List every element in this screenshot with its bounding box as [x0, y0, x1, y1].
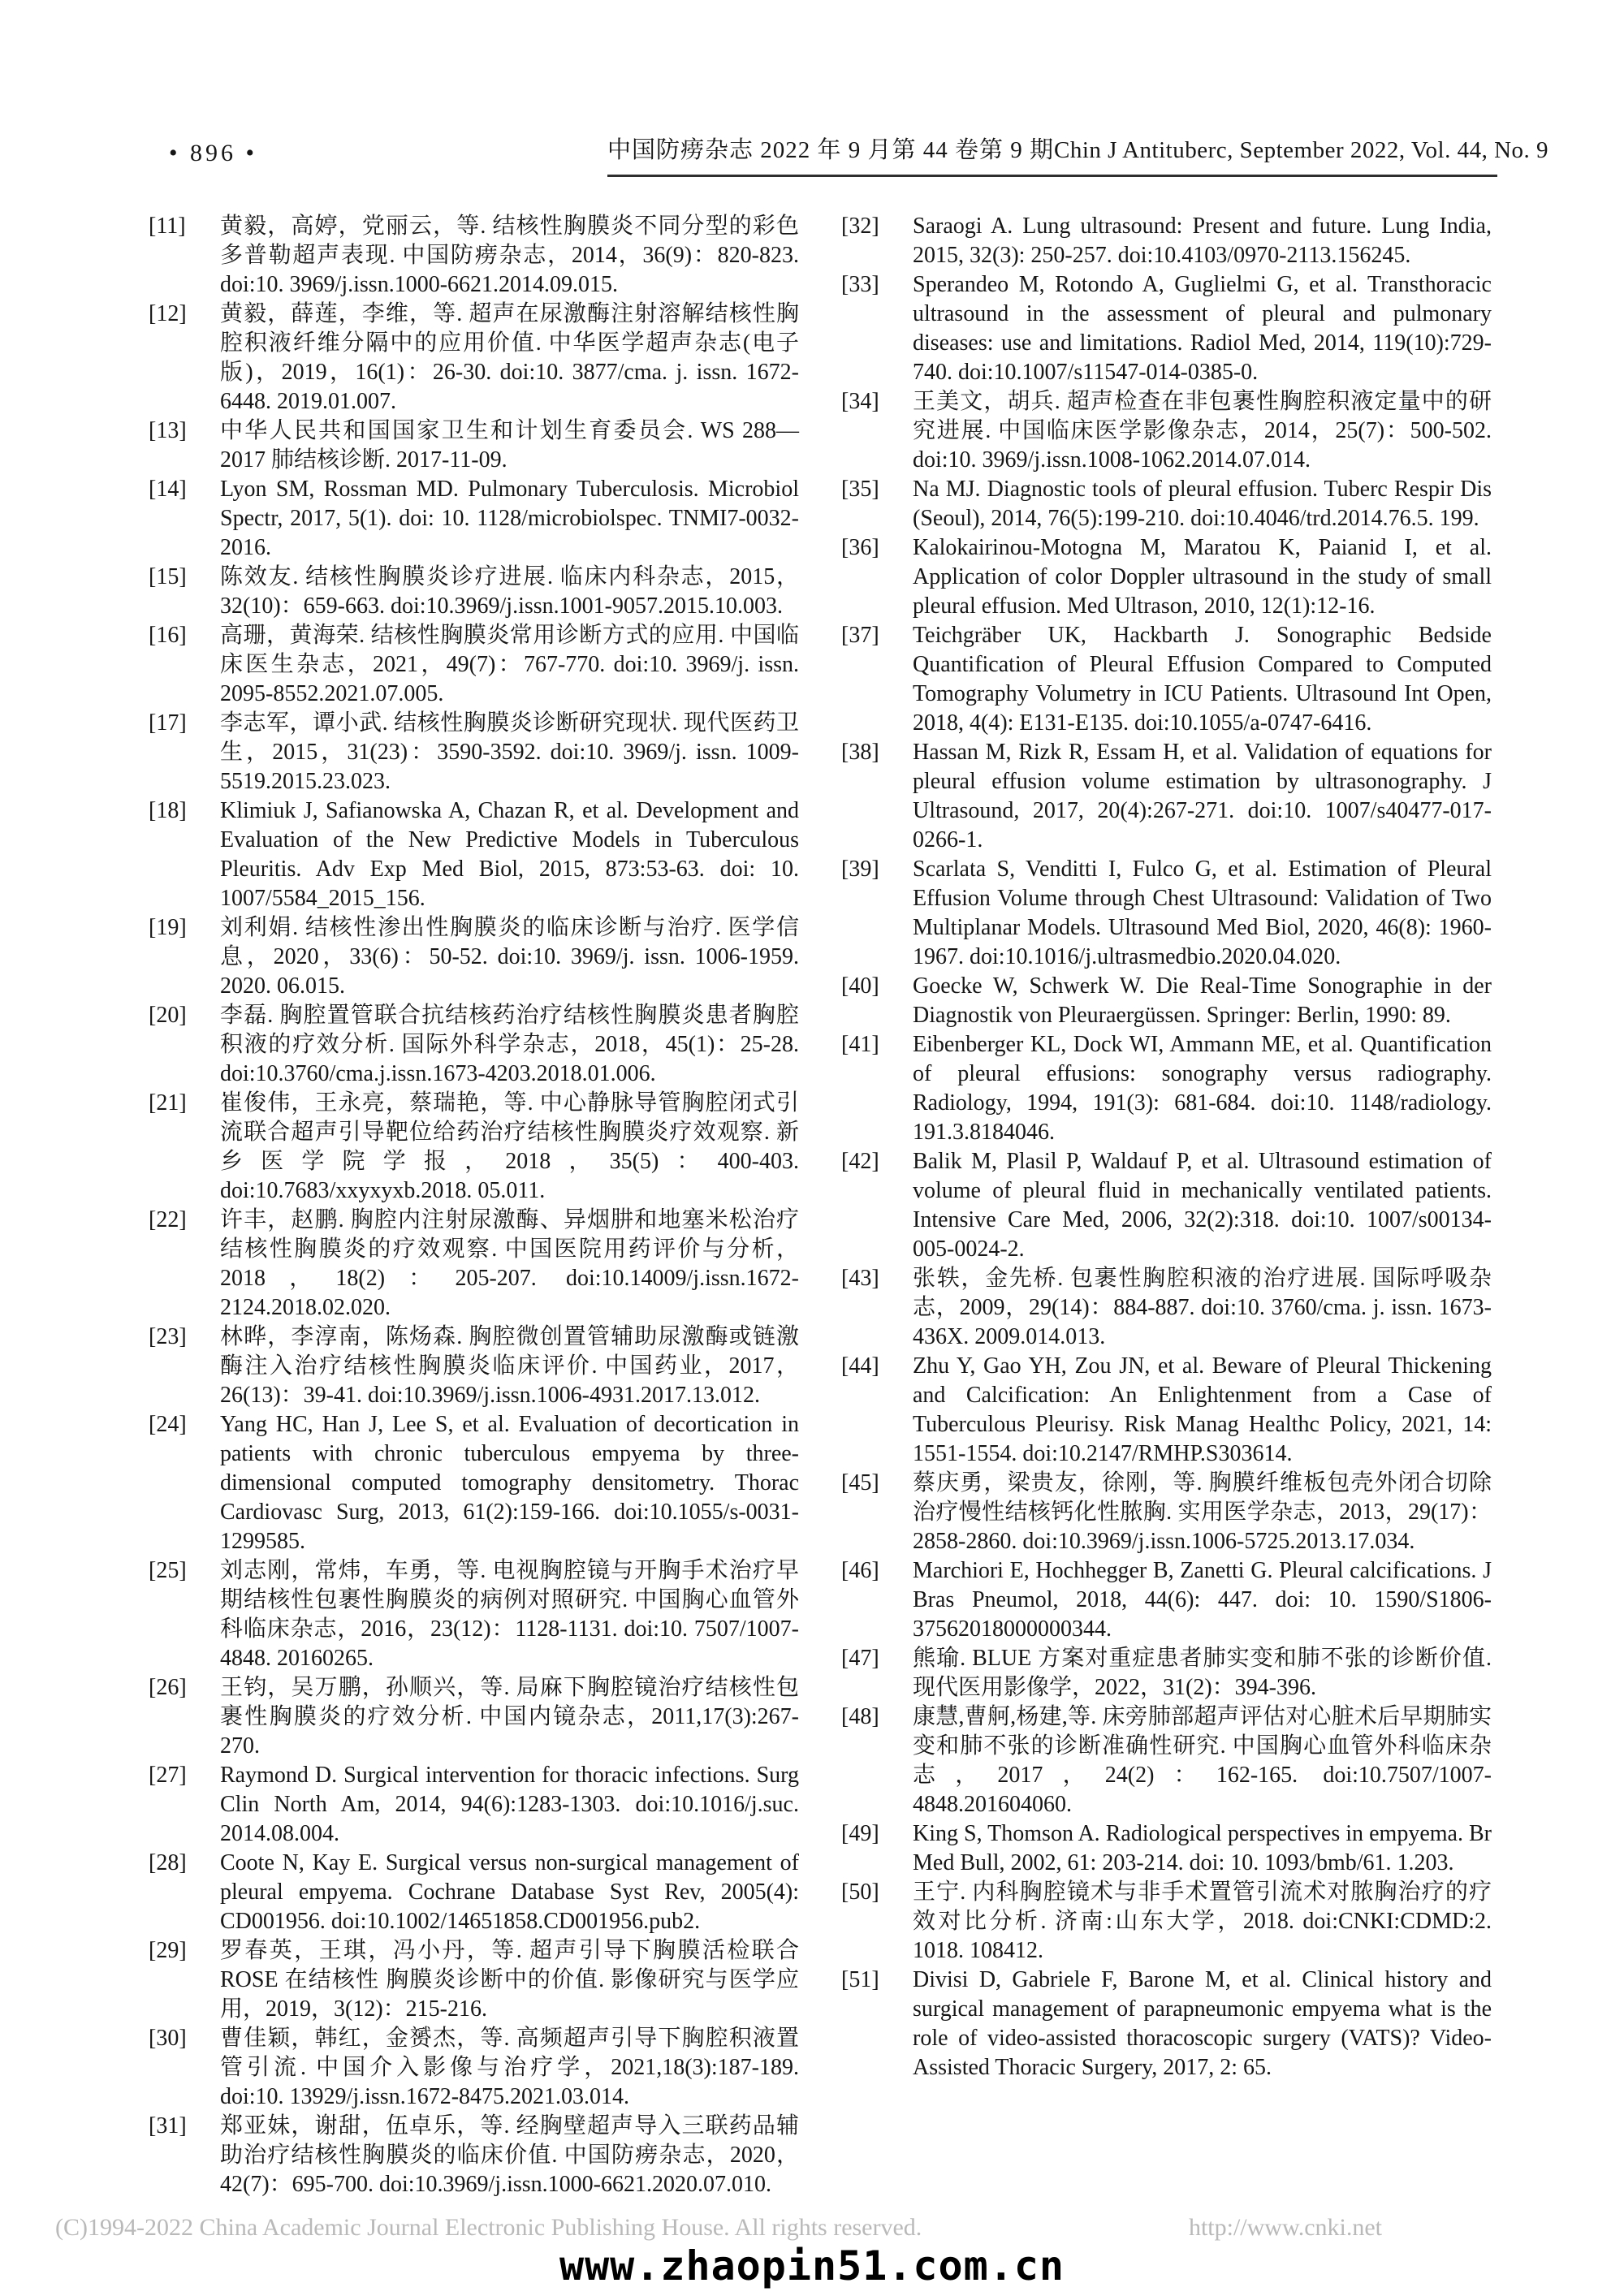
- reference-item: [149, 212, 799, 300]
- reference-text: 刘利娟. 结核性渗出性胸膜炎的临床诊断与治疗. 医学信息，2020，33(6)：50-52. doi:10. 3969/j. issn. 1006-1959. 2020. 06.015.: [220, 915, 799, 999]
- reference-text: Divisi D, Gabriele F, Barone M, et al. Clinical history and surgical management of parapneumonic empyema what is the role of video-assisted thoracoscopic surgery (VATS)? Video-Assisted Thoracic Surgery, 2017, 2: 65.: [913, 1967, 1492, 2080]
- reference-number: [49]: [841, 1821, 879, 1846]
- reference-text: Hassan M, Rizk R, Essam H, et al. Validation of equations for pleural effusion volume estimation by ultrasonography. J Ultrasound, 2017, 20(4):267-271. doi:10. 1007/s40477-017-0266-1.: [913, 740, 1492, 852]
- reference-text: 王美文，胡兵. 超声检查在非包裹性胸腔积液定量中的研究进展. 中国临床医学影像杂志，2014，25(7)：500-502. doi:10. 3969/j.issn.1008-1062.2014.07.014.: [913, 389, 1492, 473]
- reference-text: 许丰，赵鹏. 胸腔内注射尿激酶、异烟肼和地塞米松治疗结核性胸膜炎的疗效观察. 中国医院用药评价与分析，2018，18(2)：205-207. doi:10.14009/j.issn.1672-2124.2018.02.020.: [220, 1207, 799, 1320]
- reference-item: [149, 1089, 799, 1206]
- reference-item: [841, 972, 1492, 1030]
- reference-item: [149, 796, 799, 913]
- reference-number: [47]: [841, 1646, 879, 1671]
- reference-number: [35]: [841, 477, 879, 502]
- reference-number: [34]: [841, 389, 879, 414]
- reference-text: Yang HC, Han J, Lee S, et al. Evaluation of decortication in patients with chronic tuberculous empyema by three-dimensional computed tomography densitometry. Thorac Cardiovasc Surg, 2013, 61(2):159-166. doi:10.1055/s-0031-1299585.: [220, 1412, 799, 1554]
- reference-number: [29]: [149, 1938, 187, 1963]
- reference-text: Raymond D. Surgical intervention for thoracic infections. Surg Clin North Am, 2014, 94(6):1283-1303. doi:10.1016/j.suc. 2014.08.004.: [220, 1763, 799, 1846]
- reference-number: [18]: [149, 798, 187, 823]
- reference-number: [45]: [841, 1470, 879, 1495]
- cnki-url: http://www.cnki.net: [1188, 2214, 1382, 2241]
- reference-number: [11]: [149, 214, 186, 239]
- reference-number: [33]: [841, 272, 879, 297]
- reference-number: [26]: [149, 1675, 187, 1700]
- reference-number: [27]: [149, 1763, 187, 1788]
- reference-text: Kalokairinou-Motogna M, Maratou K, Paianid I, et al. Application of color Doppler ultrasound in the study of small pleural effusion. Med Ultrason, 2010, 12(1):12-16.: [913, 535, 1492, 619]
- reference-item: [841, 475, 1492, 533]
- reference-text: 李磊. 胸腔置管联合抗结核药治疗结核性胸膜炎患者胸腔积液的疗效分析. 国际外科学杂志，2018，45(1)：25-28. doi:10.3760/cma.j.issn.1673-4203.2018.01.006.: [220, 1003, 799, 1086]
- reference-item: [149, 2024, 799, 2112]
- reference-item: [149, 300, 799, 416]
- reference-number: [39]: [841, 857, 879, 882]
- reference-number: [42]: [841, 1149, 879, 1174]
- reference-number: [31]: [149, 2113, 187, 2138]
- reference-text: 曹佳颖，韩红，金赟杰，等. 高频超声引导下胸腔积液置管引流. 中国介入影像与治疗学，2021,18(3):187-189. doi:10. 13929/j.issn.1672-8475.2021.03.014.: [220, 2026, 799, 2109]
- reference-item: [841, 1469, 1492, 1556]
- reference-text: Balik M, Plasil P, Waldauf P, et al. Ultrasound estimation of volume of pleural fluid in mechanically ventilated patients. Intensive Care Med, 2006, 32(2):318. doi:10. 1007/s00134-005-0024-2.: [913, 1149, 1492, 1262]
- reference-number: [43]: [841, 1266, 879, 1291]
- reference-text: Marchiori E, Hochhegger B, Zanetti G. Pleural calcifications. J Bras Pneumol, 2018, 44(6): 447. doi: 10. 1590/S1806-37562018000000344.: [913, 1558, 1492, 1642]
- reference-text: 陈效友. 结核性胸膜炎诊疗进展. 临床内科杂志，2015，32(10)：659-663. doi:10.3969/j.issn.1001-9057.2015.10.003.: [220, 564, 799, 619]
- reference-number: [19]: [149, 915, 187, 940]
- reference-item: [841, 1878, 1492, 1966]
- journal-title-en: Chin J Antituberc, September 2022, Vol. 44, No. 9: [1054, 137, 1549, 163]
- reference-number: [17]: [149, 710, 187, 736]
- references-column-left: [149, 212, 799, 2199]
- reference-item: [149, 563, 799, 621]
- reference-number: [44]: [841, 1353, 879, 1379]
- reference-number: [50]: [841, 1880, 879, 1905]
- copyright-text: (C)1994-2022 China Academic Journal Electronic Publishing House. All rights reserved.: [55, 2214, 922, 2241]
- reference-item: [149, 1410, 799, 1556]
- reference-item: [149, 1936, 799, 2024]
- reference-text: Na MJ. Diagnostic tools of pleural effusion. Tuberc Respir Dis (Seoul), 2014, 76(5):199-210. doi:10.4046/trd.2014.76.5. 199.: [913, 477, 1492, 531]
- reference-number: [36]: [841, 535, 879, 560]
- reference-text: 崔俊伟，王永亮，蔡瑞艳，等. 中心静脉导管胸腔闭式引流联合超声引导靶位给药治疗结核性胸膜炎疗效观察. 新乡医学院学报，2018，35(5)：400-403. doi:10.7683/xxyxyxb.2018. 05.011.: [220, 1090, 799, 1203]
- watermark-text: www.zhaopin51.com.cn: [559, 2242, 1065, 2290]
- reference-item: [149, 913, 799, 1001]
- page-number: • 896 •: [169, 140, 258, 166]
- reference-item: [149, 1761, 799, 1849]
- reference-number: [37]: [841, 623, 879, 648]
- reference-text: 黄毅，薛莲，李维，等. 超声在尿激酶注射溶解结核性胸腔积液纤维分隔中的应用价值. 中华医学超声杂志(电子版)，2019，16(1)：26-30. doi:10. 3877/cma. j. issn. 1672-6448. 2019.01.007.: [220, 301, 799, 414]
- reference-item: [841, 621, 1492, 738]
- reference-item: [841, 533, 1492, 621]
- reference-item: [149, 2112, 799, 2199]
- copyright-line: [55, 2214, 1382, 2242]
- reference-number: [48]: [841, 1704, 879, 1729]
- reference-item: [149, 1673, 799, 1761]
- reference-text: Zhu Y, Gao YH, Zou JN, et al. Beware of Pleural Thickening and Calcification: An Enlightenment from a Case of Tuberculous Pleurisy. Risk Manag Healthc Policy, 2021, 14: 1551-1554. doi:10.2147/RMHP.S303614.: [913, 1353, 1492, 1466]
- reference-number: [23]: [149, 1324, 187, 1349]
- reference-text: 康慧,曹舸,杨建,等. 床旁肺部超声评估对心脏术后早期肺实变和肺不张的诊断准确性研究. 中国胸心血管外科临床杂志，2017，24(2)：162-165. doi:10.7507/1007-4848.201604060.: [913, 1704, 1492, 1817]
- reference-text: Lyon SM, Rossman MD. Pulmonary Tuberculosis. Microbiol Spectr, 2017, 5(1). doi: 10. 1128/microbiolspec. TNMI7-0032-2016.: [220, 477, 799, 560]
- references-section: [149, 212, 1492, 2199]
- reference-text: 中华人民共和国国家卫生和计划生育委员会. WS 288—2017 肺结核诊断. 2017-11-09.: [220, 418, 799, 473]
- reference-item: [841, 1147, 1492, 1264]
- reference-item: [149, 1849, 799, 1936]
- reference-item: [149, 475, 799, 563]
- reference-number: [30]: [149, 2026, 187, 2051]
- reference-item: [841, 1703, 1492, 1819]
- reference-item: [149, 1206, 799, 1323]
- reference-item: [841, 1556, 1492, 1644]
- reference-text: Goecke W, Schwerk W. Die Real-Time Sonographie in der Diagnostik von Pleuraergüssen. Springer: Berlin, 1990: 89.: [913, 973, 1492, 1028]
- reference-number: [28]: [149, 1850, 187, 1875]
- reference-item: [149, 1001, 799, 1089]
- reference-item: [841, 1644, 1492, 1703]
- reference-text: 李志军，谭小武. 结核性胸膜炎诊断研究现状. 现代医药卫生，2015，31(23)：3590-3592. doi:10. 3969/j. issn. 1009-5519.2015.23.023.: [220, 710, 799, 794]
- reference-item: [841, 738, 1492, 855]
- reference-item: [841, 387, 1492, 475]
- reference-number: [16]: [149, 623, 187, 648]
- reference-text: 张轶，金先桥. 包裹性胸腔积液的治疗进展. 国际呼吸杂志，2009，29(14)：884-887. doi:10. 3760/cma. j. issn. 1673-436X. 2009.014.013.: [913, 1266, 1492, 1349]
- reference-number: [25]: [149, 1558, 187, 1583]
- journal-header-line: [607, 132, 1549, 177]
- reference-item: [149, 1323, 799, 1410]
- reference-number: [24]: [149, 1412, 187, 1437]
- reference-number: [15]: [149, 564, 187, 589]
- reference-number: [38]: [841, 740, 879, 765]
- reference-text: 王宁. 内科胸腔镜术与非手术置管引流术对脓胸治疗的疗效对比分析. 济南:山东大学，2018. doi:CNKI:CDMD:2. 1018. 108412.: [913, 1880, 1492, 1963]
- reference-text: 郑亚妹，谢甜，伍卓乐，等. 经胸壁超声导入三联药品辅助治疗结核性胸膜炎的临床价值. 中国防痨杂志，2020，42(7)：695-700. doi:10.3969/j.issn.1000-6621.2020.07.010.: [220, 2113, 799, 2197]
- reference-number: [14]: [149, 477, 187, 502]
- reference-number: [20]: [149, 1003, 187, 1028]
- references-column-right: [841, 212, 1492, 2199]
- reference-number: [13]: [149, 418, 187, 443]
- reference-item: [841, 270, 1492, 387]
- reference-text: 黄毅，高婷，党丽云，等. 结核性胸膜炎不同分型的彩色多普勒超声表现. 中国防痨杂志，2014，36(9)：820-823. doi:10. 3969/j.issn.1000-6621.2014.09.015.: [220, 214, 799, 297]
- reference-item: [841, 1966, 1492, 2082]
- reference-text: King S, Thomson A. Radiological perspectives in empyema. Br Med Bull, 2002, 61: 203-214. doi: 10. 1093/bmb/61. 1.203.: [913, 1821, 1492, 1875]
- reference-text: Scarlata S, Venditti I, Fulco G, et al. Estimation of Pleural Effusion Volume through Chest Ultrasound: Validation of Two Multiplanar Models. Ultrasound Med Biol, 2020, 46(8): 1960-1967. doi:10.1016/j.ultrasmedbio.2020.04.020.: [913, 857, 1492, 969]
- reference-item: [841, 1819, 1492, 1878]
- reference-item: [841, 1264, 1492, 1352]
- reference-item: [149, 709, 799, 796]
- reference-text: 刘志刚，常炜，车勇，等. 电视胸腔镜与开胸手术治疗早期结核性包裹性胸膜炎的病例对照研究. 中国胸心血管外科临床杂志，2016，23(12)：1128-1131. doi:10. 7507/1007-4848. 20160265.: [220, 1558, 799, 1671]
- reference-text: Sperandeo M, Rotondo A, Guglielmi G, et al. Transthoracic ultrasound in the assessment of pleural and pulmonary diseases: use and limitations. Radiol Med, 2014, 119(10):729-740. doi:10.1007/s11547-014-0385-0.: [913, 272, 1492, 385]
- reference-item: [841, 855, 1492, 972]
- reference-item: [149, 621, 799, 709]
- reference-number: [46]: [841, 1558, 879, 1583]
- reference-text: Teichgräber UK, Hackbarth J. Sonographic Bedside Quantification of Pleural Effusion Compared to Computed Tomography Volumetry in ICU Patients. Ultrasound Int Open, 2018, 4(4): E131-E135. doi:10.1055/a-0747-6416.: [913, 623, 1492, 736]
- reference-text: Saraogi A. Lung ultrasound: Present and future. Lung India, 2015, 32(3): 250-257. doi:10.4103/0970-2113.156245.: [913, 214, 1492, 268]
- journal-title-cn: 中国防痨杂志 2022 年 9 月第 44 卷第 9 期: [607, 137, 1055, 163]
- reference-item: [149, 416, 799, 475]
- reference-item: [149, 1556, 799, 1673]
- reference-text: 高珊，黄海荣. 结核性胸膜炎常用诊断方式的应用. 中国临床医生杂志，2021，49(7)：767-770. doi:10. 3969/j. issn. 2095-8552.2021.07.005.: [220, 623, 799, 706]
- reference-number: [32]: [841, 214, 879, 239]
- reference-number: [41]: [841, 1032, 879, 1057]
- reference-text: 熊瑜. BLUE 方案对重症患者肺实变和肺不张的诊断价值. 现代医用影像学，2022，31(2)：394-396.: [913, 1646, 1492, 1700]
- reference-text: 王钧，吴万鹏，孙顺兴，等. 局麻下胸腔镜治疗结核性包裹性胸膜炎的疗效分析. 中国内镜杂志，2011,17(3):267-270.: [220, 1675, 799, 1759]
- reference-text: 罗春英，王琪，冯小丹，等. 超声引导下胸膜活检联合 ROSE 在结核性 胸膜炎诊断中的价值. 影像研究与医学应用，2019，3(12)：215-216.: [220, 1938, 799, 2022]
- reference-number: [21]: [149, 1090, 187, 1116]
- reference-text: Eibenberger KL, Dock WI, Ammann ME, et al. Quantification of pleural effusions: sonography versus radiography. Radiology, 1994, 191(3): 681-684. doi:10. 1148/radiology. 191.3.8184046.: [913, 1032, 1492, 1145]
- reference-number: [51]: [841, 1967, 879, 1992]
- reference-number: [22]: [149, 1207, 187, 1232]
- reference-item: [841, 1352, 1492, 1469]
- reference-item: [841, 212, 1492, 270]
- reference-text: Coote N, Kay E. Surgical versus non-surgical management of pleural empyema. Cochrane Database Syst Rev, 2005(4): CD001956. doi:10.1002/14651858.CD001956.pub2.: [220, 1850, 799, 1934]
- reference-number: [12]: [149, 301, 187, 326]
- reference-item: [841, 1030, 1492, 1147]
- reference-text: 林晔，李淳南，陈炀森. 胸腔微创置管辅助尿激酶或链激酶注入治疗结核性胸膜炎临床评价. 中国药业，2017，26(13)：39-41. doi:10.3969/j.issn.1006-4931.2017.13.012.: [220, 1324, 799, 1408]
- reference-text: Klimiuk J, Safianowska A, Chazan R, et al. Development and Evaluation of the New Predictive Models in Tuberculous Pleuritis. Adv Exp Med Biol, 2015, 873:53-63. doi: 10. 1007/5584_2015_156.: [220, 798, 799, 911]
- reference-text: 蔡庆勇，梁贵友，徐刚，等. 胸膜纤维板包壳外闭合切除治疗慢性结核钙化性脓胸. 实用医学杂志，2013，29(17)：2858-2860. doi:10.3969/j.issn.1006-5725.2013.17.034.: [913, 1470, 1492, 1554]
- reference-number: [40]: [841, 973, 879, 999]
